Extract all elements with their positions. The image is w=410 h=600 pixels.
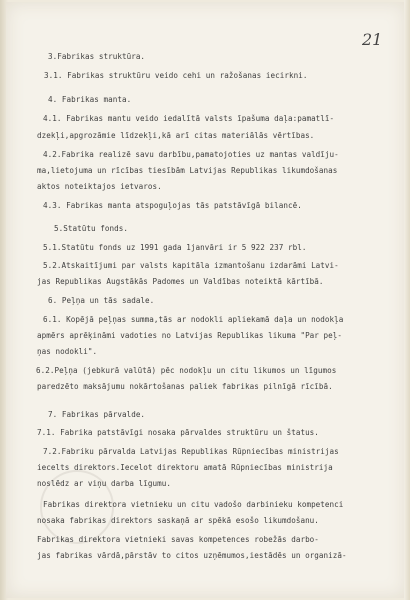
text-line: 3.1. Fabrikas struktūru veido cehi un ražošanas iecirkni. [44,71,308,80]
text-line: 4.3. Fabrikas manta atspoguļojas tās patstāvīgā bilancē. [43,201,302,210]
text-line: ņas nodokli". [37,347,98,356]
text-line: nosaka fabrikas direktors saskaņā ar spēkā esošo likumdošanu. [37,516,319,525]
text-line: 6. Peļņa un tās sadale. [48,296,155,305]
text-line: jas fabrikas vārdā,pārstāv to citos uzņēmumos,iestādēs un organizā- [37,551,347,560]
text-line: apmērs aprēķināmi vadoties no Latvijas Republikas likuma "Par peļ- [37,331,343,340]
text-line: Fabrikas direktora vietnieki savas kompetences robežās darbo- [37,535,319,544]
text-line: 6.2.Peļņa (jebkurā valūtā) pēc nodokļu un citu likumos un līgumos [36,366,337,375]
text-line: jas Republikas Augstākās Padomes un Valdības noteiktā kārtībā. [37,277,324,286]
text-line: dzekļi,apgrozāmie līdzekļi,kā arī citas materiālās vērtības. [37,131,315,140]
text-line: Fabrikas direktora vietnieku un citu vadošo darbinieku kompetenci [43,500,344,509]
page-edge [404,0,410,600]
text-line: 7. Fabrikas pārvalde. [48,410,146,419]
text-line: 3.Fabrikas struktūra. [48,52,146,61]
text-line: 7.2.Fabriku pārvalda Latvijas Republikas Rūpniecības ministrijas [43,447,339,456]
text-line: 5.2.Atskaitījumi par valsts kapitāla izmantošanu izdarāmi Latvi- [43,261,339,270]
text-line: 4. Fabrikas manta. [48,95,132,104]
text-line: 4.2.Fabrika realizē savu darbību,pamatojoties uz mantas valdīju- [43,150,339,159]
text-line: 7.1. Fabrika patstāvīgi nosaka pārvaldes struktūru un štatus. [37,428,319,437]
text-line: paredzēto maksājumu nokārtošanas paliek fabrikas pilnīgā rīcībā. [37,382,333,391]
text-line: ma,lietojuma un rīcības tiesībām Latvijas Republikas likumdošanas [37,166,338,175]
page-number: 21 [362,30,383,49]
text-line: 5.1.Statūtu fonds uz 1991 gada 1janvāri ir 5 922 237 rbl. [43,243,307,252]
text-line: aktos noteiktajos ietvaros. [37,182,162,191]
text-line: 4.1. Fabrikas mantu veido iedalītā valsts īpašuma daļa:pamatlī- [43,114,335,123]
text-line: 5.Statūtu fonds. [54,224,128,233]
text-line: noslēdz ar viņu darba līgumu. [37,479,172,488]
text-line: iecelts direktors.Iecelot direktoru amatā Rūpniecības ministrija [37,463,333,472]
text-line: 6.1. Kopējā peļņas summa,tās ar nodokli apliekamā daļa un nodokļa [43,315,344,324]
